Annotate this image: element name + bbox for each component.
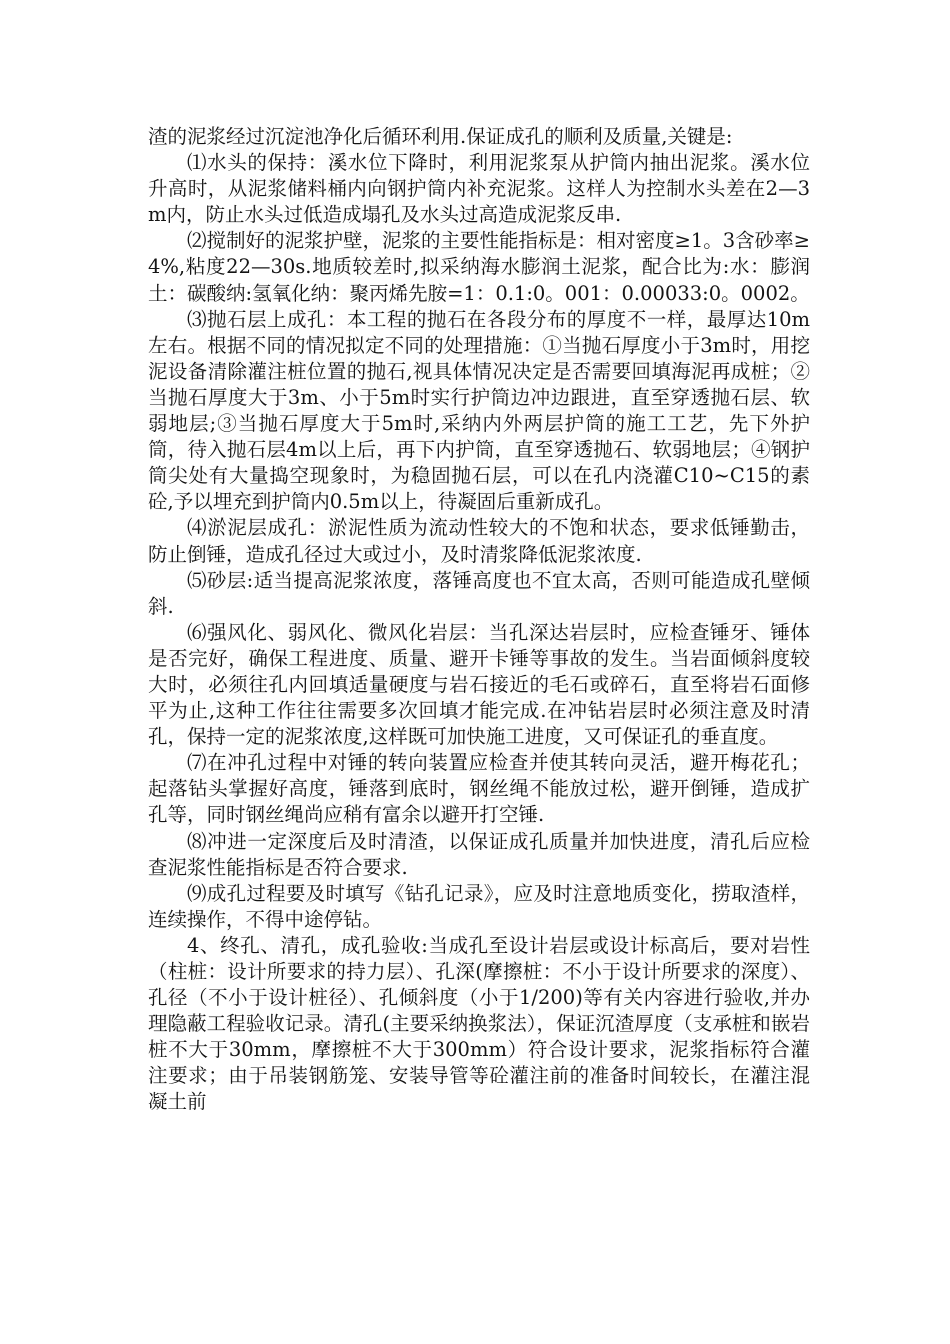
paragraph-2: ⑴水头的保持：溪水位下降时，利用泥浆泵从护筒内抽出泥浆。溪水位升高时，从泥浆储料桶内向钢护筒内补充泥浆。这样人为控制水头差在2—3m内，防止水头过低造成塌孔及水头过高造成泥浆反串. bbox=[148, 151, 810, 227]
paragraph-7: ⑹强风化、弱风化、微风化岩层：当孔深达岩层时，应检查锤牙、锤体是否完好，确保工程进度、质量、避开卡锤等事故的发生。当岩面倾斜度较大时，必须往孔内回填适量硬度与岩石接近的毛石或碎石，直至将岩石面修平为止,这种工作往往需要多次回填才能完成.在冲钻岩层时必须注意及时清孔，保持一定的泥浆浓度,这样既可加快施工进度，又可保证孔的垂直度。 bbox=[148, 620, 810, 749]
paragraph-5: ⑷淤泥层成孔：淤泥性质为流动性较大的不饱和状态，要求低锤勤击，防止倒锤，造成孔径过大或过小，及时清浆降低泥浆浓度. bbox=[148, 516, 810, 566]
paragraph-9: ⑻冲进一定深度后及时清渣，以保证成孔质量并加快进度，清孔后应检查泥浆性能指标是否符合要求. bbox=[148, 829, 810, 879]
paragraph-11: 4、终孔、清孔，成孔验收:当成孔至设计岩层或设计标高后，要对岩性（柱桩：设计所要求的持力层）、孔深(摩擦桩：不小于设计所要求的深度）、孔径（不小于设计桩径）、孔倾斜度（小于1/200)等有关内容进行验收,并办理隐蔽工程验收记录。清孔(主要采纳换浆法），保证沉渣厚度（支承桩和嵌岩桩不大于30mm，摩擦桩不大于300mm）符合设计要求，泥浆指标符合灌注要求；由于吊装钢筋笼、安装导管等砼灌注前的准备时间较长，在灌注混凝土前 bbox=[148, 933, 810, 1114]
paragraph-4: ⑶抛石层上成孔：本工程的抛石在各段分布的厚度不一样，最厚达10m左右。根据不同的情况拟定不同的处理措施：①当抛石厚度小于3m时，用挖泥设备清除灌注桩位置的抛石,视具体情况决定是否需要回填海泥再成桩；②当抛石厚度大于3m、小于5m时实行护筒边冲边跟进，直至穿透抛石层、软弱地层;③当抛石厚度大于5m时,采纳内外两层护筒的施工工艺，先下外护筒，待入抛石层4m以上后，再下内护筒，直至穿透抛石、软弱地层；④钢护筒尖处有大量捣空现象时，为稳固抛石层，可以在孔内浇灌C10~C15的素砼,予以埋充到护筒内0.5m以上，待凝固后重新成孔。 bbox=[148, 307, 810, 514]
paragraph-10: ⑼成孔过程要及时填写《钻孔记录》，应及时注意地质变化，捞取渣样，连续操作，不得中途停钻。 bbox=[148, 881, 810, 931]
paragraph-3: ⑵搅制好的泥浆护壁，泥浆的主要性能指标是：相对密度≥1。3含砂率≥4%,粘度22—30s.地质较差时,拟采纳海水膨润土泥浆，配合比为:水：膨润土：碳酸纳:氢氧化纳：聚丙烯先胺=1：0.1:0。001：0.00033:0。0002。 bbox=[148, 229, 810, 305]
document-body bbox=[148, 124, 810, 1116]
paragraph-6: ⑸砂层:适当提高泥浆浓度，落锤高度也不宜太高，否则可能造成孔壁倾斜. bbox=[148, 568, 810, 618]
paragraph-8: ⑺在冲孔过程中对锤的转向装置应检查并使其转向灵活，避开梅花孔；起落钻头掌握好高度，锤落到底时，钢丝绳不能放过松，避开倒锤，造成扩孔等，同时钢丝绳尚应稍有富余以避开打空锤. bbox=[148, 751, 810, 827]
paragraph-1: 渣的泥浆经过沉淀池净化后循环利用.保证成孔的顺利及质量,关键是: bbox=[148, 125, 733, 148]
